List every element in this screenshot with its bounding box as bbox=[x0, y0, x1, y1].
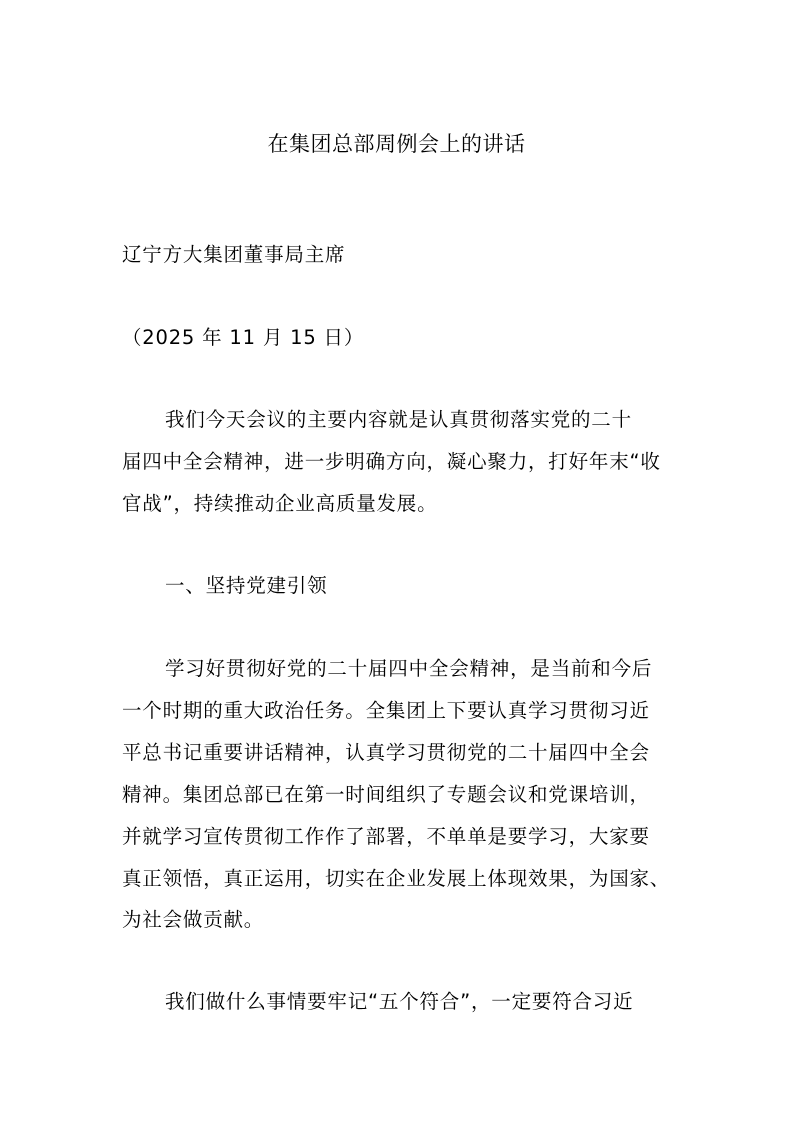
paragraph-line: 届四中全会精神，进一步明确方向，凝心聚力，打好年末“收 bbox=[122, 450, 661, 473]
date-line: （2025 年 11 月 15 日） bbox=[122, 326, 365, 349]
author-line: 辽宁方大集团董事局主席 bbox=[122, 243, 346, 266]
paragraph-line: 真正领悟，真正运用，切实在企业发展上体现效果，为国家、 bbox=[122, 867, 671, 890]
paragraph-line: 官战”，持续推动企业高质量发展。 bbox=[122, 492, 438, 515]
paragraph-line: 我们做什么事情要牢记“五个符合”，一定要符合习近 bbox=[165, 990, 634, 1013]
paragraph-line: 平总书记重要讲话精神，认真学习贯彻党的二十届四中全会 bbox=[122, 741, 650, 764]
paragraph-line: 并就学习宣传贯彻工作作了部署，不单单是要学习，大家要 bbox=[122, 825, 650, 848]
paragraph-line: 精神。集团总部已在第一时间组织了专题会议和党课培训， bbox=[122, 783, 650, 806]
document-title: 在集团总部周例会上的讲话 bbox=[267, 132, 526, 156]
paragraph-line: 我们今天会议的主要内容就是认真贯彻落实党的二十 bbox=[165, 408, 632, 431]
paragraph-line: 一个时期的重大政治任务。全集团上下要认真学习贯彻习近 bbox=[122, 699, 650, 722]
paragraph-line: 学习好贯彻好党的二十届四中全会精神，是当前和今后 bbox=[165, 657, 653, 680]
paragraph-line: 为社会做贡献。 bbox=[122, 908, 265, 931]
section-heading: 一、坚持党建引领 bbox=[165, 574, 328, 597]
